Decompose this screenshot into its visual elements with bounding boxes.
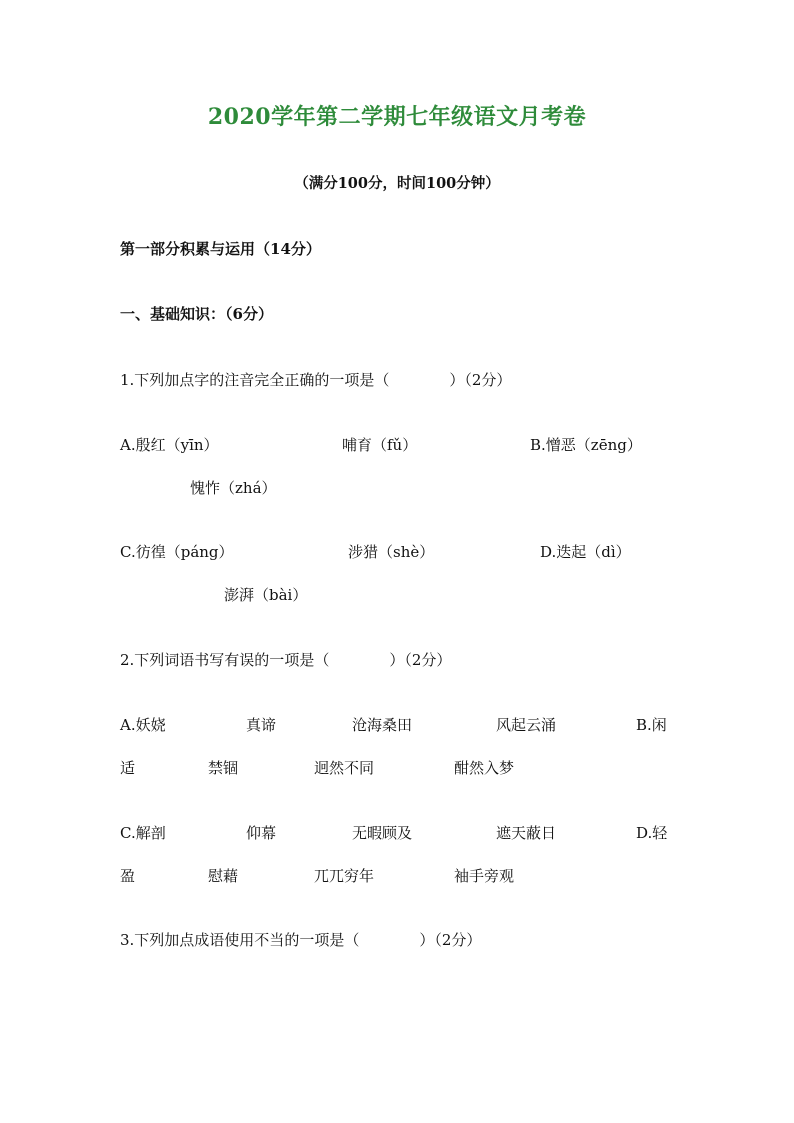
q1-option-b-2: 愧怍（zhá） — [190, 479, 277, 497]
q2-row4-word: 盈 — [120, 867, 136, 885]
q2-row1-word: 沧海桑田 — [352, 716, 413, 734]
q2-row2-word: 禁锢 — [208, 759, 239, 777]
q1-option-c-2: 涉猎（shè） — [348, 543, 435, 561]
page-subtitle: （满分100分，时间100分钟） — [294, 175, 500, 192]
q2-row3-word: 遮天蔽日 — [496, 824, 557, 842]
q2-row2-word: 迥然不同 — [314, 759, 375, 777]
q2-row1-word: B.闲 — [636, 716, 667, 734]
q2-row1-word: 真谛 — [246, 716, 277, 734]
q2-row3-word: 仰幕 — [246, 824, 277, 842]
question-1-stem: 1.下列加点字的注音完全正确的一项是（ ）（2分） — [120, 371, 512, 389]
q1-option-b-1: B.憎恶（zēng） — [530, 436, 642, 454]
q2-row2-word: 适 — [120, 759, 136, 777]
q2-row1-word: 风起云涌 — [496, 716, 557, 734]
q2-row3-word: 无暇顾及 — [352, 824, 413, 842]
page-title: 2020学年第二学期七年级语文月考卷 — [207, 104, 587, 130]
section-heading: 一、基础知识：（6分） — [120, 305, 273, 323]
q1-option-a-1: A.殷红（yīn） — [120, 436, 219, 454]
q2-row4-word: 兀兀穷年 — [314, 867, 375, 885]
question-3-stem: 3.下列加点成语使用不当的一项是（ ）（2分） — [120, 931, 482, 949]
q2-row3-word: D.轻 — [636, 824, 668, 842]
q1-option-c-1: C.彷徨（páng） — [120, 543, 234, 561]
q2-row1-word: A.妖娆 — [120, 716, 166, 734]
q2-row2-word: 酣然入梦 — [454, 759, 515, 777]
q2-row4-word: 慰藉 — [208, 867, 239, 885]
q2-row3-word: C.解剖 — [120, 824, 166, 842]
part-heading: 第一部分积累与运用（14分） — [120, 240, 321, 258]
q1-option-a-2: 哺育（fǔ） — [342, 436, 418, 454]
q1-option-d-1: D.迭起（dì） — [540, 543, 631, 561]
question-2-stem: 2.下列词语书写有误的一项是（ ）（2分） — [120, 651, 452, 669]
q2-row4-word: 袖手旁观 — [454, 867, 515, 885]
q1-option-d-2: 澎湃（bài） — [224, 586, 308, 604]
